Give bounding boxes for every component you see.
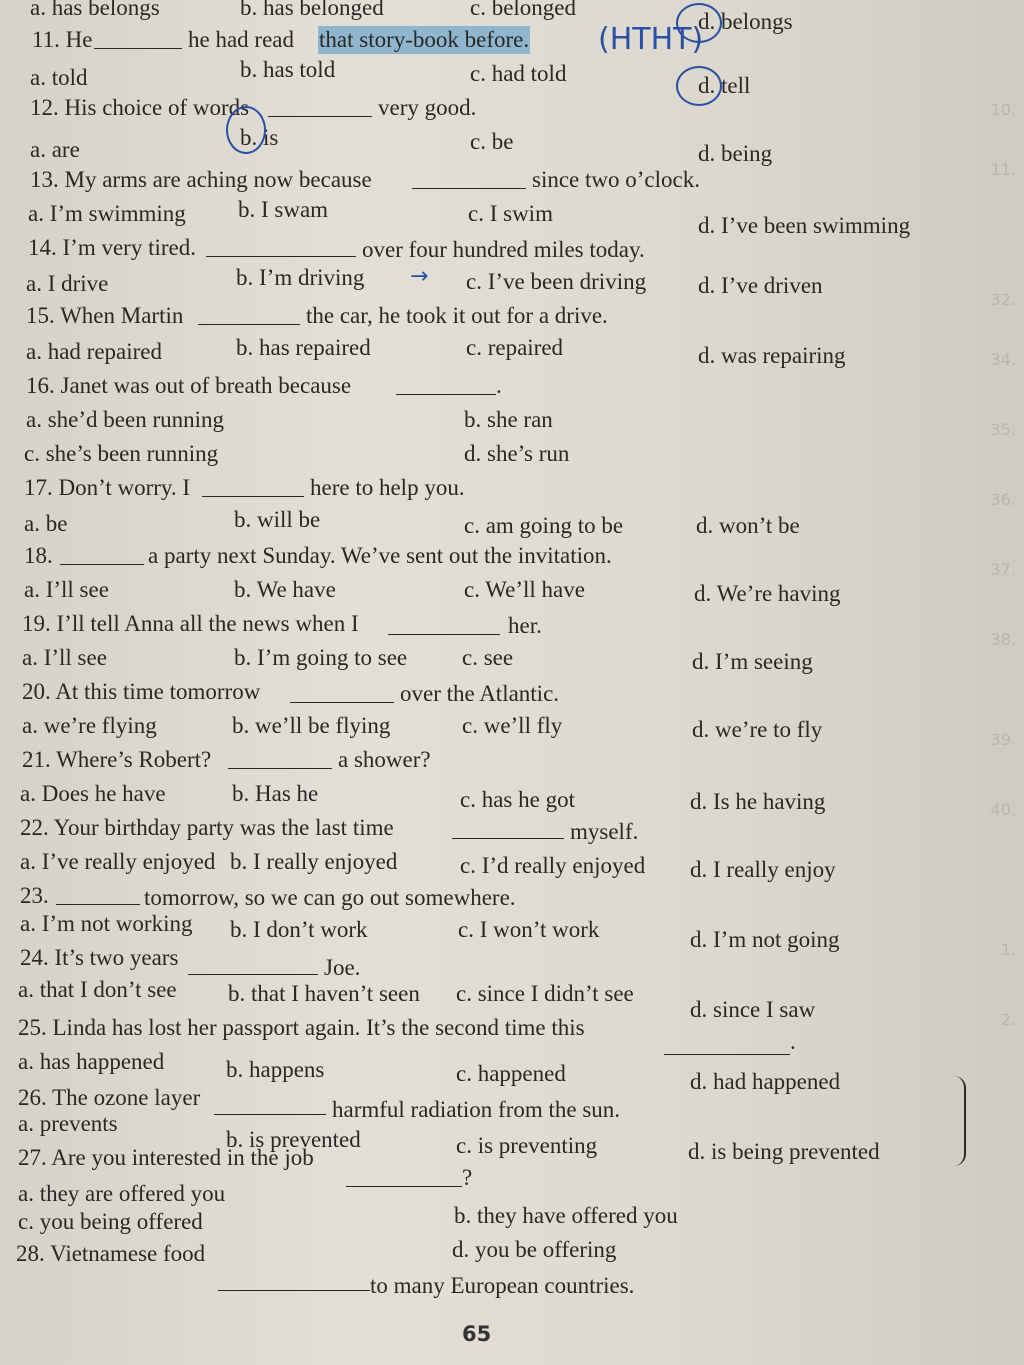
- question-text: .: [496, 373, 502, 398]
- question-22: [0, 814, 1024, 848]
- question-text: over the Atlantic.: [400, 681, 560, 706]
- option-b[interactable]: b. has told: [240, 57, 336, 82]
- option-d[interactable]: d. I’ve driven: [698, 273, 823, 298]
- option-b[interactable]: b. I’m driving: [236, 265, 365, 290]
- option-b[interactable]: b. has repaired: [236, 335, 371, 360]
- question-text: since two o’clock.: [532, 167, 700, 192]
- question-12-options: [0, 125, 1024, 170]
- question-text: myself.: [570, 819, 639, 844]
- option-c[interactable]: c. see: [462, 645, 514, 670]
- option-a[interactable]: a. has belongs: [30, 0, 160, 20]
- question-21-options: [0, 780, 1024, 814]
- question-19-options: [0, 644, 1024, 678]
- option-a[interactable]: a. she’d been running: [26, 407, 224, 432]
- question-16: [0, 372, 1024, 406]
- question-text: 22. Your birthday party was the last time: [20, 815, 394, 840]
- question-text: 21. Where’s Robert?: [22, 747, 212, 772]
- option-a[interactable]: a. are: [30, 137, 80, 162]
- question-text: a shower?: [338, 747, 431, 772]
- question-20-options: [0, 712, 1024, 746]
- question-text: 18.: [24, 543, 53, 568]
- question-text: 24. It’s two years: [20, 945, 179, 970]
- question-21: [0, 746, 1024, 780]
- option-d[interactable]: d. I’m seeing: [692, 649, 813, 674]
- option-a[interactable]: a. has happened: [18, 1049, 165, 1074]
- option-d[interactable]: d. I’ve been swimming: [698, 213, 911, 238]
- option-c[interactable]: c. am going to be: [464, 513, 624, 538]
- option-b[interactable]: b. is prevented: [226, 1127, 361, 1152]
- answer-blank[interactable]: [412, 188, 526, 189]
- question-11-options: [0, 57, 1024, 98]
- question-text: 13. My arms are aching now because: [30, 167, 372, 192]
- question-text: 14. I’m very tired.: [28, 235, 196, 260]
- option-b[interactable]: b. has belonged: [240, 0, 384, 20]
- option-c[interactable]: c. had told: [470, 61, 567, 86]
- question-text: Joe.: [324, 955, 361, 980]
- answer-blank[interactable]: [56, 904, 140, 905]
- option-a[interactable]: a. prevents: [18, 1111, 118, 1136]
- option-d[interactable]: d. tell: [698, 73, 751, 98]
- question-25: [0, 1014, 1024, 1054]
- answer-blank[interactable]: [206, 256, 356, 257]
- option-d[interactable]: d. Is he having: [690, 789, 826, 814]
- option-c[interactable]: c. we’ll fly: [462, 713, 563, 738]
- answer-blank[interactable]: [268, 116, 372, 117]
- option-b[interactable]: b. We have: [234, 577, 336, 602]
- option-a[interactable]: a. I’m swimming: [28, 201, 186, 226]
- question-text: he had read: [188, 27, 294, 52]
- option-a[interactable]: a. we’re flying: [22, 713, 157, 738]
- option-c[interactable]: c. I swim: [468, 201, 553, 226]
- question-10-options: [0, 0, 1024, 34]
- option-c[interactable]: c. has he got: [460, 787, 575, 812]
- option-a[interactable]: a. Does he have: [20, 781, 166, 806]
- option-d[interactable]: d. you be offering: [452, 1237, 617, 1262]
- option-d[interactable]: d. I really enjoy: [690, 857, 836, 882]
- question-text: 26. The ozone layer: [18, 1085, 201, 1110]
- question-text: 11. He: [32, 27, 93, 52]
- question-text: a party next Sunday. We’ve sent out the invitation.: [148, 543, 612, 568]
- question-text: over four hundred miles today.: [362, 237, 645, 262]
- option-c[interactable]: c. you being offered: [18, 1209, 203, 1234]
- question-22-options: [0, 848, 1024, 882]
- option-b[interactable]: b. will be: [234, 507, 321, 532]
- option-d[interactable]: d. belongs: [698, 9, 793, 34]
- option-b[interactable]: b. happens: [226, 1057, 325, 1082]
- question-15-options: [0, 335, 1024, 372]
- question-text: ?: [462, 1165, 473, 1190]
- option-a[interactable]: a. had repaired: [26, 339, 163, 364]
- question-16-options-row2: [0, 440, 1024, 474]
- question-text: 20. At this time tomorrow: [22, 679, 261, 704]
- question-17-options: [0, 507, 1024, 544]
- question-text: harmful radiation from the sun.: [332, 1097, 621, 1122]
- answer-blank[interactable]: [188, 974, 318, 975]
- option-b[interactable]: b. we’ll be flying: [232, 713, 391, 738]
- answer-blank[interactable]: [396, 394, 496, 395]
- question-13-options: [0, 197, 1024, 238]
- question-20: [0, 678, 1024, 712]
- option-c[interactable]: c. since I didn’t see: [456, 981, 634, 1006]
- question-13: [0, 166, 1024, 200]
- question-text: tomorrow, so we can go out somewhere.: [144, 885, 516, 910]
- option-a[interactable]: a. I drive: [26, 271, 109, 296]
- option-b[interactable]: b. is: [240, 125, 279, 150]
- question-14: [0, 234, 1024, 268]
- question-text: here to help you.: [310, 475, 465, 500]
- question-text: 19. I’ll tell Anna all the news when I: [22, 611, 359, 636]
- question-18: [0, 542, 1024, 576]
- question-text: 16. Janet was out of breath because: [26, 373, 352, 398]
- option-c[interactable]: c. belonged: [470, 0, 577, 20]
- question-text: 25. Linda has lost her passport again. It’s the second time this: [18, 1015, 585, 1040]
- option-d[interactable]: d. had happened: [690, 1069, 841, 1094]
- page-number: 65: [462, 1322, 492, 1346]
- answer-blank[interactable]: [94, 48, 182, 49]
- question-text: the car, he took it out for a drive.: [306, 303, 608, 328]
- option-b[interactable]: b. Has he: [232, 781, 319, 806]
- option-c[interactable]: c. I won’t work: [458, 917, 600, 942]
- question-text: very good.: [378, 95, 477, 120]
- option-d[interactable]: d. since I saw: [690, 997, 816, 1022]
- option-d[interactable]: d. she’s run: [464, 441, 570, 466]
- facing-page-bleed: 10. 11. 32. 34. 35. 36. 37. 38. 39. 40. 1. 2.: [990, 100, 1016, 1029]
- question-11: [0, 22, 1024, 60]
- selected-answer-circle: [226, 106, 266, 154]
- answer-blank[interactable]: [452, 838, 564, 839]
- question-text: .: [790, 1029, 796, 1054]
- option-d[interactable]: d. we’re to fly: [692, 717, 823, 742]
- option-c[interactable]: c. I’ve been driving: [466, 269, 647, 294]
- option-b[interactable]: b. they have offered you: [454, 1203, 678, 1228]
- question-text: 17. Don’t worry. I: [24, 475, 191, 500]
- question-text: to many European countries.: [370, 1273, 635, 1298]
- option-b[interactable]: b. I swam: [238, 197, 329, 222]
- option-c[interactable]: c. I’d really enjoyed: [460, 853, 646, 878]
- option-a[interactable]: a. I’ll see: [22, 645, 107, 670]
- question-text: 27. Are you interested in the job: [18, 1145, 314, 1170]
- option-d[interactable]: d. I’m not going: [690, 927, 840, 952]
- option-b[interactable]: b. she ran: [464, 407, 553, 432]
- option-a[interactable]: a. I’ve really enjoyed: [20, 849, 216, 874]
- question-28: [0, 1241, 1024, 1298]
- option-a[interactable]: a. that I don’t see: [18, 977, 177, 1002]
- question-25-options: [0, 1048, 1024, 1094]
- option-b[interactable]: b. I don’t work: [230, 917, 368, 942]
- option-c[interactable]: c. We’ll have: [464, 577, 585, 602]
- option-a[interactable]: a. be: [24, 511, 68, 536]
- option-c[interactable]: c. she’s been running: [24, 441, 219, 466]
- answer-blank[interactable]: [290, 702, 394, 703]
- pen-arrow: →: [410, 264, 429, 289]
- option-c[interactable]: c. be: [470, 129, 514, 154]
- question-18-options: [0, 576, 1024, 610]
- highlighted-text: that story-book before.: [319, 27, 530, 52]
- option-c[interactable]: c. is preventing: [456, 1133, 598, 1158]
- question-16-options-row1: [0, 406, 1024, 440]
- option-a[interactable]: a. they are offered you: [18, 1181, 226, 1206]
- answer-blank[interactable]: [228, 768, 332, 769]
- option-a[interactable]: a. I’m not working: [20, 911, 193, 936]
- question-12: [0, 94, 1024, 128]
- answer-blank[interactable]: [388, 634, 500, 635]
- question-24: [0, 944, 1024, 978]
- question-15: [0, 302, 1024, 336]
- option-d[interactable]: d. won’t be: [696, 513, 800, 538]
- question-text: 28. Vietnamese food: [16, 1241, 206, 1266]
- option-b[interactable]: b. I really enjoyed: [230, 849, 398, 874]
- option-a[interactable]: a. told: [30, 65, 88, 90]
- answer-blank[interactable]: [60, 564, 144, 565]
- option-c[interactable]: c. repaired: [466, 335, 564, 360]
- option-a[interactable]: a. I’ll see: [24, 577, 109, 602]
- option-c[interactable]: c. happened: [456, 1061, 566, 1086]
- question-24-options: [0, 977, 1024, 1022]
- question-19: [0, 610, 1024, 644]
- option-b[interactable]: b. I’m going to see: [234, 645, 408, 670]
- question-17: [0, 474, 1024, 508]
- option-d[interactable]: d. being: [698, 141, 773, 166]
- option-d[interactable]: d. We’re having: [694, 581, 841, 606]
- option-b[interactable]: b. that I haven’t seen: [228, 981, 420, 1006]
- handwritten-note: (HTHT): [598, 22, 704, 57]
- option-d[interactable]: d. was repairing: [698, 343, 846, 368]
- answer-blank[interactable]: [202, 496, 304, 497]
- question-14-options: [0, 264, 1024, 304]
- answer-blank[interactable]: [218, 1290, 370, 1291]
- answer-blank[interactable]: [198, 324, 300, 325]
- option-d[interactable]: d. is being prevented: [688, 1139, 880, 1164]
- question-text: 23.: [20, 883, 49, 908]
- question-text: her.: [508, 613, 542, 638]
- question-text: 15. When Martin: [26, 303, 184, 328]
- question-text: 12. His choice of words: [30, 95, 250, 120]
